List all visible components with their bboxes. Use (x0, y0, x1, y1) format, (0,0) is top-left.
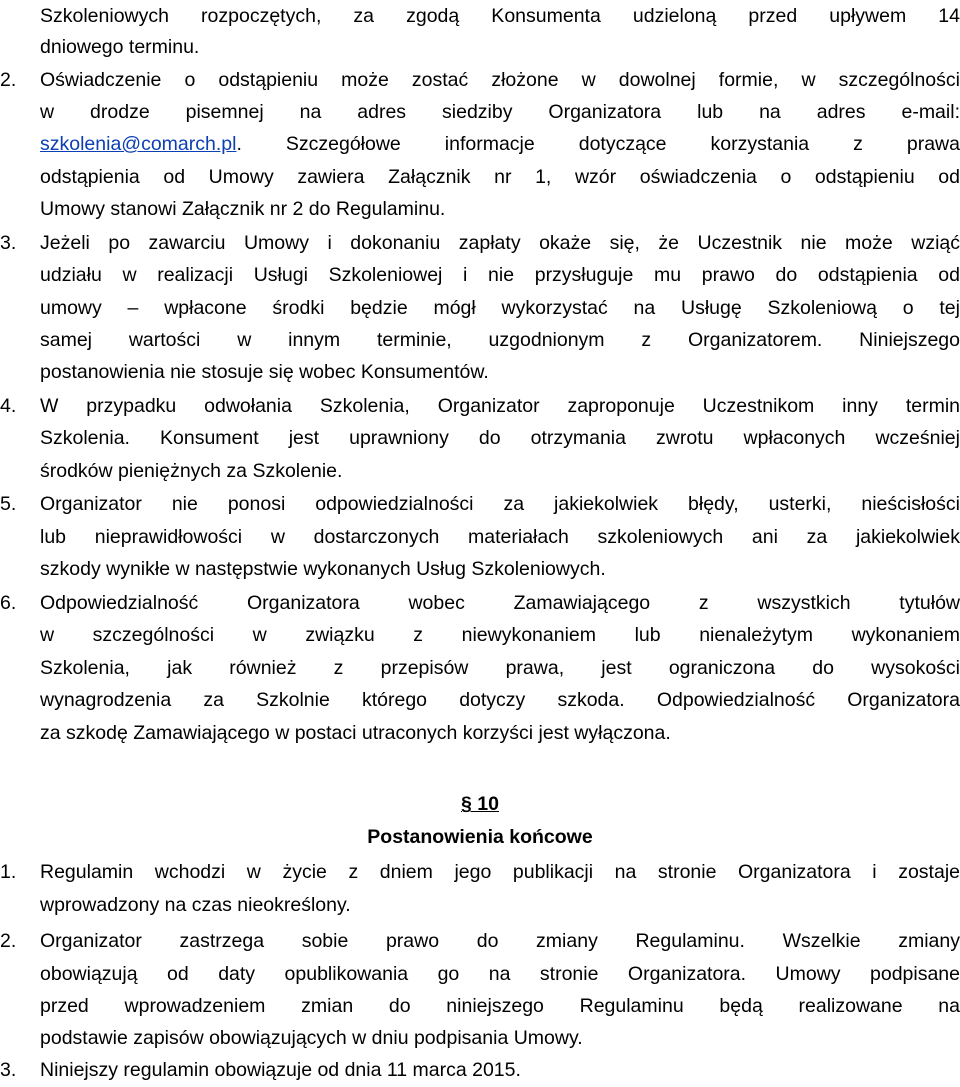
p2-line-5: Umowy stanowi Załącznik nr 2 do Regulaminu. (40, 198, 446, 220)
p5-line-3: szkody wynikłe w następstwie wykonanych Usług Szkoleniowych. (40, 558, 606, 580)
p3-line-1: Jeżeli po zawarciu Umowy i dokonaniu zapłaty okaże się, że Uczestnik nie może wziąć (40, 232, 960, 254)
p6-line-4: wynagrodzenia za Szkolnie którego dotyczy szkoda. Odpowiedzialność Organizatora (40, 689, 960, 711)
p2-line-4: odstąpienia od Umowy zawiera Załącznik nr 1, wzór oświadczenia o odstąpieniu od (40, 166, 960, 188)
p2-line-3 (40, 128, 960, 161)
f1-line-1: Regulamin wchodzi w życie z dniem jego publikacji na stronie Organizatora i zostaje (40, 861, 960, 883)
item-number-6: 6. (0, 592, 17, 614)
f2-line-3: przed wprowadzeniem zmian do niniejszego Regulaminu będą realizowane na (40, 995, 960, 1017)
p6-line-2: w szczególności w związku z niewykonaniem lub nienależytym wykonaniem (40, 624, 960, 646)
p4-line-3: środków pieniężnych za Szkolenie. (40, 460, 343, 482)
p6-line-3: Szkolenia, jak również z przepisów prawa, jest ograniczona do wysokości (40, 657, 960, 679)
p3-line-4: samej wartości w innym terminie, uzgodnionym z Organizatorem. Niniejszego (40, 329, 960, 351)
intro-line-2: dniowego terminu. (40, 36, 200, 58)
p2-line-3-rest: . Szczegółowe informacje dotyczące korzystania z prawa (236, 133, 960, 155)
item-number-4: 4. (0, 395, 17, 417)
item-number-3: 3. (0, 232, 17, 254)
section-title: Postanowienia końcowe (367, 826, 593, 848)
p6-line-1: Odpowiedzialność Organizatora wobec Zamawiającego z wszystkich tytułów (40, 592, 960, 614)
p3-line-2: udziału w realizacji Usługi Szkoleniowej i nie przysługuje mu prawo do odstąpienia od (40, 264, 960, 286)
final-item-number-3: 3. (0, 1059, 17, 1081)
final-item-number-1: 1. (0, 861, 17, 883)
p2-line-2: w drodze pisemnej na adres siedziby Organizatora lub na adres e-mail: (40, 101, 960, 123)
p3-line-3: umowy – wpłacone środki będzie mógł wykorzystać na Usługę Szkoleniową o tej (40, 297, 960, 319)
section-number-text: § 10 (461, 793, 499, 815)
item-number-2: 2. (0, 69, 17, 91)
intro-line-1: Szkoleniowych rozpoczętych, za zgodą Konsumenta udzieloną przed upływem 14 (40, 5, 960, 27)
f1-line-2: wprowadzony na czas nieokreślony. (40, 894, 351, 916)
item-number-5: 5. (0, 493, 17, 515)
p5-line-2: lub nieprawidłowości w dostarczonych materiałach szkoleniowych ani za jakiekolwiek (40, 526, 960, 548)
f2-line-1: Organizator zastrzega sobie prawo do zmiany Regulaminu. Wszelkie zmiany (40, 930, 960, 952)
p5-line-1: Organizator nie ponosi odpowiedzialności za jakiekolwiek błędy, usterki, nieścisłości (40, 493, 960, 515)
p2-line-1: Oświadczenie o odstąpieniu może zostać złożone w dowolnej formie, w szczególności (40, 69, 960, 91)
f2-line-2: obowiązują od daty opublikowania go na stronie Organizatora. Umowy podpisane (40, 963, 960, 985)
p4-line-2: Szkolenia. Konsument jest uprawniony do otrzymania zwrotu wpłaconych wcześniej (40, 427, 960, 449)
f3-line-1: Niniejszy regulamin obowiązuje od dnia 11 marca 2015. (40, 1059, 521, 1081)
section-number (0, 788, 960, 821)
final-item-number-2: 2. (0, 930, 17, 952)
email-link[interactable]: szkolenia@comarch.pl (40, 133, 237, 155)
p6-line-5: za szkodę Zamawiającego w postaci utraconych korzyści jest wyłączona. (40, 722, 671, 744)
p3-line-5: postanowienia nie stosuje się wobec Konsumentów. (40, 361, 489, 383)
p4-line-1: W przypadku odwołania Szkolenia, Organizator zaproponuje Uczestnikom inny termin (40, 395, 960, 417)
f2-line-4: podstawie zapisów obowiązujących w dniu podpisania Umowy. (40, 1027, 583, 1049)
